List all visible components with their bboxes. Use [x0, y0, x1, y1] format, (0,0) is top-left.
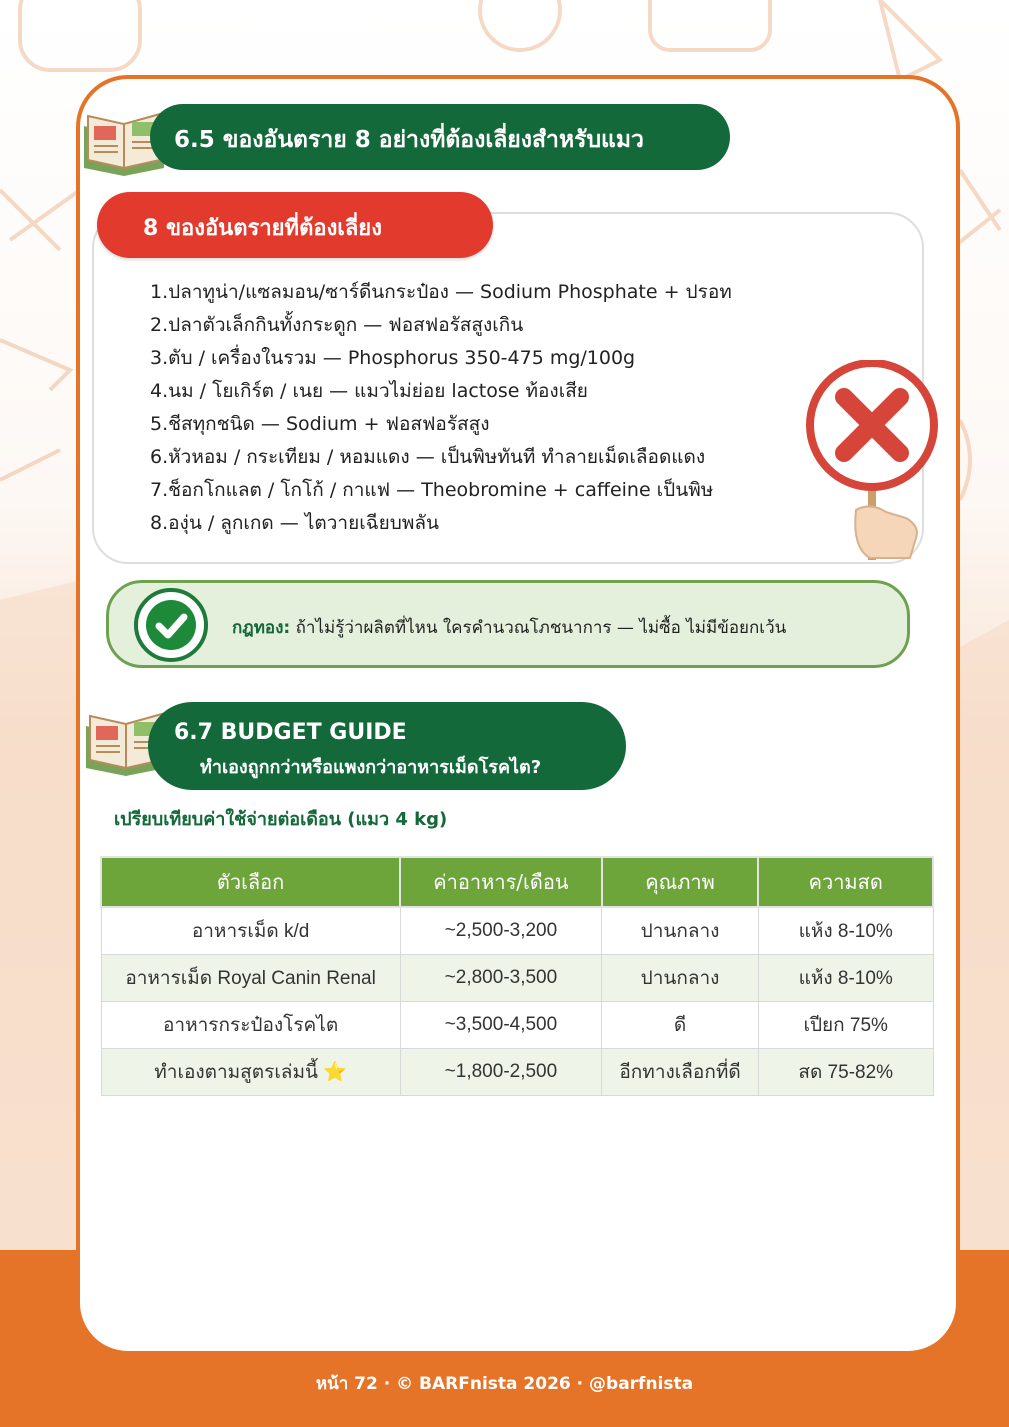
table-cell: ~2,800-3,500 — [400, 955, 602, 1002]
table-cell: สด 75-82% — [758, 1049, 933, 1096]
column-header: ความสด — [758, 857, 933, 907]
table-cell: ~1,800-2,500 — [400, 1049, 602, 1096]
list-item: 2.ปลาตัวเล็กกินทั้งกระดูก — ฟอสฟอรัสสูงเกิน — [150, 314, 524, 336]
section-6-5-header — [150, 104, 730, 170]
danger-title-pill — [97, 192, 493, 258]
table-header-row — [101, 857, 933, 907]
table-cell: อาหารเม็ด k/d — [101, 907, 400, 955]
table-cell: อีกทางเลือกที่ดี — [602, 1049, 759, 1096]
table-cell: เปียก 75% — [758, 1002, 933, 1049]
column-header: คุณภาพ — [602, 857, 759, 907]
section-6-7-header — [148, 702, 626, 790]
column-header: ค่าอาหาร/เดือน — [400, 857, 602, 907]
table-cell: ~3,500-4,500 — [400, 1002, 602, 1049]
table-row — [101, 1049, 933, 1096]
table-cell: อาหารเม็ด Royal Canin Renal — [101, 955, 400, 1002]
table-row — [101, 1002, 933, 1049]
list-item: 3.ตับ / เครื่องในรวม — Phosphorus 350-475 mg/100g — [150, 347, 636, 369]
table-row — [101, 907, 933, 955]
page-footer: หน้า 72 · © BARFnista 2026 · @barfnista — [315, 1374, 694, 1394]
list-item: 5.ชีสทุกชนิด — Sodium + ฟอสฟอรัสสูง — [150, 413, 490, 435]
check-circle-icon — [130, 586, 212, 664]
cost-table — [100, 856, 934, 1096]
section-title: 6.5 ของอันตราย 8 อย่างที่ต้องเลี่ยงสำหรับแมว — [174, 127, 644, 153]
table-cell: ปานกลาง — [602, 907, 759, 955]
golden-rule-text — [232, 614, 786, 641]
cross-sign-icon — [800, 360, 950, 570]
table-cell: แห้ง 8-10% — [758, 955, 933, 1002]
table-cell: ~2,500-3,200 — [400, 907, 602, 955]
list-item: 4.นม / โยเกิร์ต / เนย — แมวไม่ย่อย lactose ท้องเสีย — [150, 380, 588, 402]
section-title: 6.7 BUDGET GUIDE — [174, 720, 407, 745]
golden-rule-body: ถ้าไม่รู้ว่าผลิตที่ไหน ใครคำนวณโภชนาการ — ไม่ซื้อ ไม่มีข้อยกเว้น — [290, 618, 787, 638]
list-item: 6.หัวหอม / กระเทียม / หอมแดง — เป็นพิษทันที ทำลายเม็ดเลือดแดง — [150, 446, 706, 468]
danger-list — [150, 276, 732, 540]
table-cell: ทำเองตามสูตรเล่มนี้ ⭐ — [101, 1049, 400, 1096]
danger-title: 8 ของอันตรายที่ต้องเลี่ยง — [143, 216, 382, 241]
table-cell: แห้ง 8-10% — [758, 907, 933, 955]
golden-rule-label: กฎทอง: — [232, 618, 291, 638]
section-subtitle: ทำเองถูกกว่าหรือแพงกว่าอาหารเม็ดโรคไต? — [200, 757, 542, 778]
table-cell: ดี — [602, 1002, 759, 1049]
list-item: 7.ช็อกโกแลต / โกโก้ / กาแฟ — Theobromine + caffeine เป็นพิษ — [150, 479, 714, 501]
table-cell: อาหารกระป๋องโรคไต — [101, 1002, 400, 1049]
table-row — [101, 955, 933, 1002]
list-item: 1.ปลาทูน่า/แซลมอน/ซาร์ดีนกระป๋อง — Sodium Phosphate + ปรอท — [150, 281, 732, 303]
table-cell: ปานกลาง — [602, 955, 759, 1002]
column-header: ตัวเลือก — [101, 857, 400, 907]
compare-heading: เปรียบเทียบค่าใช้จ่ายต่อเดือน (แมว 4 kg) — [114, 809, 448, 830]
list-item: 8.องุ่น / ลูกเกด — ไตวายเฉียบพลัน — [150, 512, 439, 534]
